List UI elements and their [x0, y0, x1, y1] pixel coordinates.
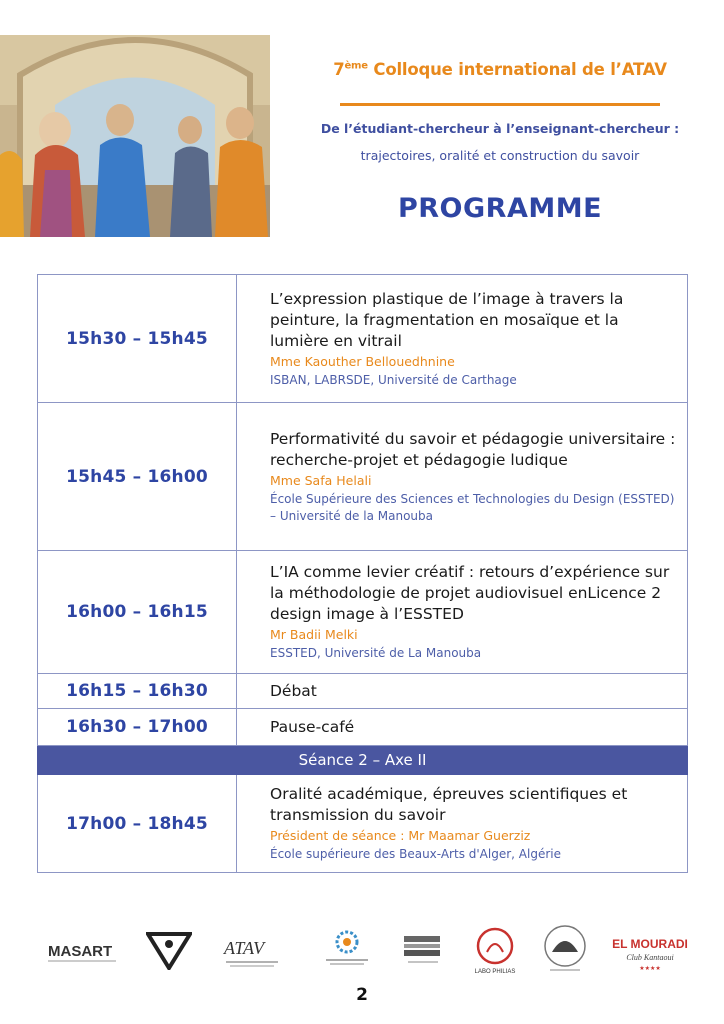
el-mouradi-text: EL MOURADI — [612, 937, 688, 951]
talk-title: Oralité académique, épreuves scientifiques et transmission du savoir — [270, 785, 628, 824]
table-row — [38, 674, 688, 709]
circular-emblem-logo — [540, 922, 590, 980]
talk-cell — [237, 551, 688, 674]
page-number: 2 — [356, 985, 368, 1005]
talk-title: Performativité du savoir et pédagogie universitaire : recherche-projet et pédagogie ludique — [270, 429, 676, 469]
session-header-row — [38, 746, 688, 775]
title-divider — [340, 103, 660, 106]
building-logo — [398, 928, 448, 974]
speaker-affiliation: ESSTED, Université de La Manouba — [270, 646, 482, 660]
partner-logos — [40, 922, 690, 980]
labo-philias-logo — [472, 926, 518, 980]
atav-logo-text: ATAV — [224, 938, 265, 958]
table-row — [38, 403, 688, 551]
time-slot: 15h30 – 15h45 — [38, 275, 237, 403]
subtitle-line-2: trajectoires, oralité et construction du savoir — [360, 148, 640, 163]
colloque-title: 7ème Colloque international de l’ATAV — [333, 60, 667, 79]
svg-text:★★★★: ★★★★ — [639, 965, 661, 972]
speaker-affiliation: ISBAN, LABRSDE, Université de Carthage — [270, 372, 517, 387]
time-slot: 16h15 – 16h30 — [38, 674, 237, 709]
session-title: Séance 2 – Axe II — [38, 746, 688, 775]
talk-cell — [237, 275, 688, 403]
speaker-affiliation: École Supérieure des Sciences et Technologies du Design (ESSTED) – Université de la Manouba — [270, 491, 675, 523]
atav-logo — [222, 934, 282, 974]
header-painting — [0, 35, 270, 237]
time-slot: 16h30 – 17h00 — [38, 709, 237, 746]
labo-philias-text: LABO PHILIAS — [474, 969, 516, 975]
activity-cell — [237, 674, 688, 709]
speaker-name: Mme Safa Helali — [270, 472, 372, 488]
institute-dotted-logo — [322, 928, 372, 974]
time-slot: 16h00 – 16h15 — [38, 551, 237, 674]
table-row — [38, 709, 688, 746]
table-row — [38, 551, 688, 674]
session-chair: Président de séance : Mr Maamar Guerziz — [270, 828, 531, 843]
talk-cell — [237, 403, 688, 551]
talk-cell — [237, 775, 688, 873]
speaker-name: Mme Kaouther Bellouedhnine — [270, 353, 455, 369]
chair-affiliation: École supérieure des Beaux-Arts d'Alger, Algérie — [270, 847, 561, 861]
time-slot: 15h45 – 16h00 — [38, 403, 237, 551]
title-block — [285, 60, 715, 224]
schedule-table — [37, 274, 688, 873]
triangle-emblem-logo — [146, 930, 192, 974]
masart-logo — [48, 940, 118, 970]
subtitle-line-1: De l’étudiant-chercheur à l’enseignant-chercheur : — [320, 121, 680, 136]
programme-heading: PROGRAMME — [397, 193, 603, 224]
table-row — [38, 775, 688, 873]
activity-label: Débat — [270, 682, 317, 700]
speaker-name: Mr Badii Melki — [270, 627, 358, 642]
el-mouradi-subtext: Club Kantaoui — [626, 953, 674, 962]
time-slot: 17h00 – 18h45 — [38, 775, 237, 873]
masart-logo-text: MASART — [48, 943, 113, 960]
talk-title: L’IA comme levier créatif : retours d’expérience sur la méthodologie de projet audiovisuel enLicence 2 design image à l’ESSTED — [270, 563, 670, 623]
table-row — [38, 275, 688, 403]
activity-label: Pause-café — [270, 718, 355, 736]
el-mouradi-logo — [612, 934, 688, 978]
talk-title: L’expression plastique de l’image à travers la peinture, la fragmentation en mosaïque et la lumière en vitrail — [270, 289, 624, 350]
activity-cell — [237, 709, 688, 746]
